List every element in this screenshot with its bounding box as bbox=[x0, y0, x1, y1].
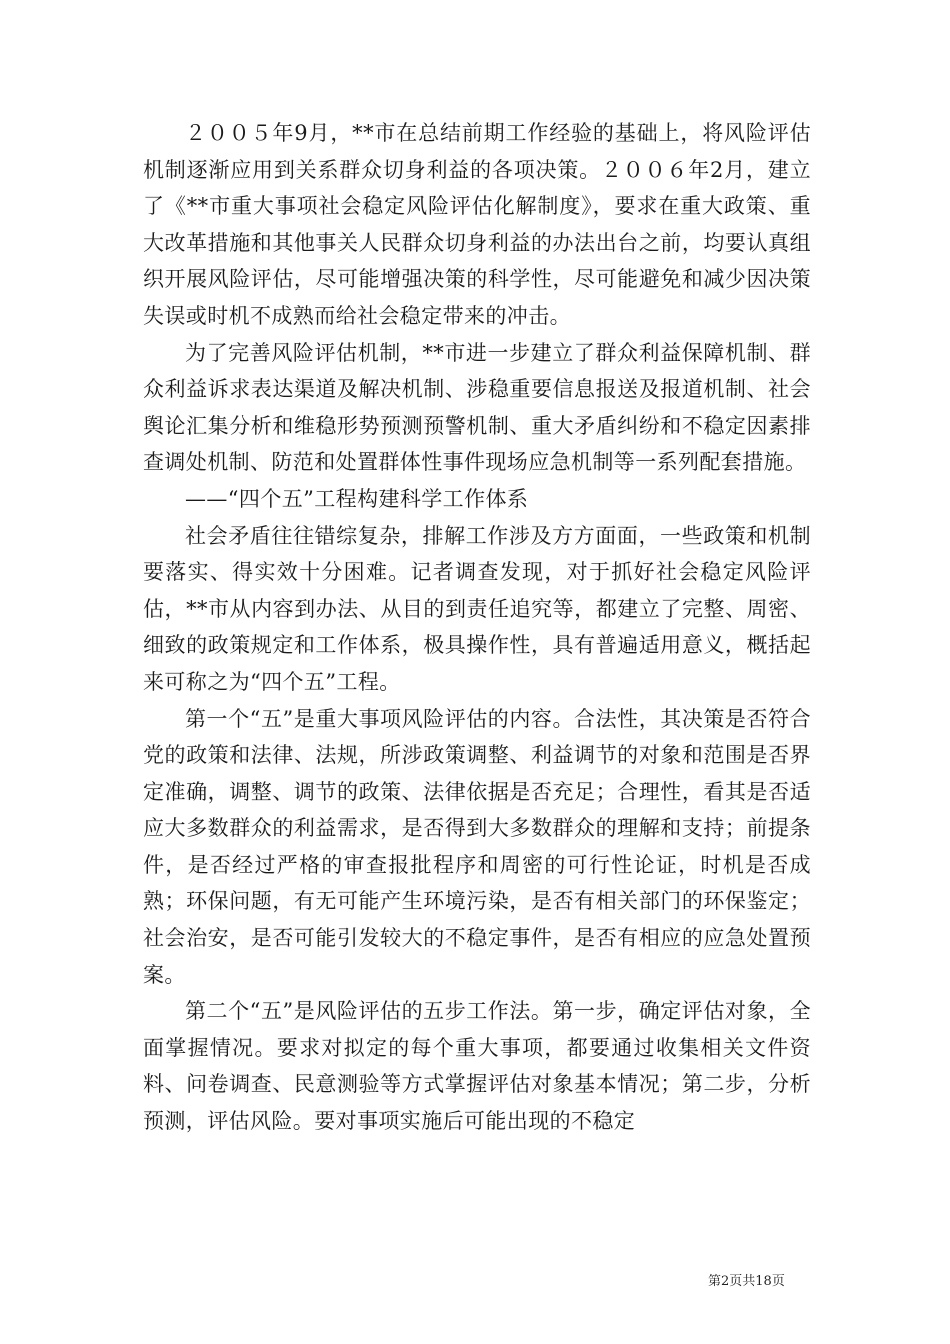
page-number: 第2页共18页 bbox=[708, 1274, 785, 1289]
section-heading-four-fives: ——“四个五”工程构建科学工作体系 bbox=[185, 486, 529, 511]
paragraph-supporting-mechanisms: 为了完善风险评估机制，**市进一步建立了群众利益保障机制、群众利益诉求表达渠道及解决机制、涉稳重要信息报送及报道机制、社会舆论汇集分析和维稳形势预测预警机制、重大矛盾纠纷和不稳定因素排查调处机制、防范和处置群体性事件现场应急机制等一系列配套措施。 bbox=[143, 340, 811, 475]
paragraph-risk-assessment-history: ２００５年9月，**市在总结前期工作经验的基础上，将风险评估机制逐渐应用到关系群众切身利益的各项决策。２００６年2月，建立了《**市重大事项社会稳定风险评估化解制度》，要求在重大政策、重大改革措施和其他事关人民群众切身利益的办法出台之前，均要认真组织开展风险评估，尽可能增强决策的科学性，尽可能避免和减少因决策失误或时机不成熟而给社会稳定带来的冲击。 bbox=[143, 121, 811, 328]
paragraph-second-five: 第二个“五”是风险评估的五步工作法。第一步，确定评估对象，全面掌握情况。要求对拟定的每个重大事项，都要通过收集相关文件资料、问卷调查、民意测验等方式掌握评估对象基本情况；第二步，分析预测，评估风险。要对事项实施后可能出现的不稳定 bbox=[143, 999, 811, 1134]
paragraph-first-five: 第一个“五”是重大事项风险评估的内容。合法性，其决策是否符合党的政策和法律、法规，所涉政策调整、利益调节的对象和范围是否界定准确，调整、调节的政策、法律依据是否充足；合理性，看其是否适应大多数群众的利益需求，是否得到大多数群众的理解和支持；前提条件，是否经过严格的审查报批程序和周密的可行性论证，时机是否成熟；环保问题，有无可能产生环境污染，是否有相关部门的环保鉴定；社会治安，是否可能引发较大的不稳定事件，是否有相应的应急处置预案。 bbox=[143, 706, 811, 987]
paragraph-four-fives-intro: 社会矛盾往往错综复杂，排解工作涉及方方面面，一些政策和机制要落实、得实效十分困难。记者调查发现，对于抓好社会稳定风险评估，**市从内容到办法、从目的到责任追究等，都建立了完整、周密、细致的政策规定和工作体系，极具操作性，具有普遍适用意义，概括起来可称之为“四个五”工程。 bbox=[143, 523, 811, 694]
document-body bbox=[143, 115, 811, 1140]
